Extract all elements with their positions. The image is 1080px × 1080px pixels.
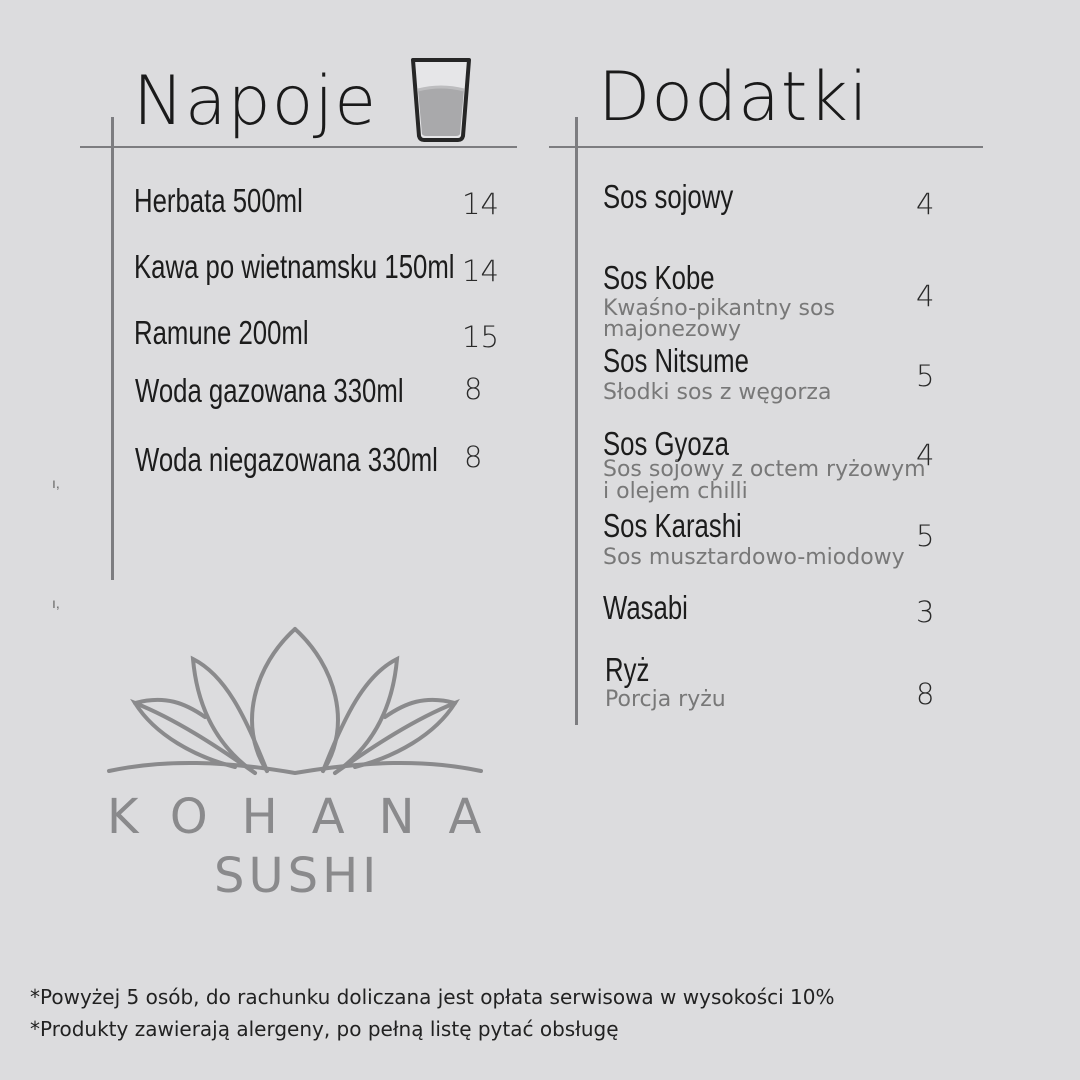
extras-item-desc: Słodki sos z węgorza xyxy=(603,380,832,405)
footer-note: *Produkty zawierają alergeny, po pełną listę pytać obsługę xyxy=(30,1017,619,1041)
drinks-item-name: Ramune 200ml xyxy=(134,314,309,351)
drinks-divider-horizontal xyxy=(80,146,517,148)
glass-icon xyxy=(409,56,473,142)
drinks-heading: Napoje xyxy=(133,62,378,141)
drinks-item-name: Kawa po wietnamsku 150ml xyxy=(134,248,455,285)
extras-item-name: Sos Gyoza xyxy=(603,425,729,462)
extras-item-price: 5 xyxy=(916,359,935,393)
drinks-item-name: Herbata 500ml xyxy=(134,182,303,219)
extras-item-desc: Sos sojowy z octem ryżowym xyxy=(603,457,926,482)
footer-note: *Powyżej 5 osób, do rachunku doliczana jest opłata serwisowa w wysokości 10% xyxy=(30,985,835,1009)
extras-divider-horizontal xyxy=(549,146,983,148)
stray-mark: ı, xyxy=(52,595,60,611)
extras-item-desc: Sos musztardowo-miodowy xyxy=(603,545,905,570)
extras-item-name: Ryż xyxy=(605,651,650,688)
extras-item-price: 4 xyxy=(916,187,935,221)
lotus-icon xyxy=(105,625,485,785)
extras-item-price: 4 xyxy=(916,438,935,472)
extras-item-desc: i olejem chilli xyxy=(603,479,748,504)
extras-divider-vertical xyxy=(575,117,578,725)
extras-item-name: Sos Karashi xyxy=(603,507,742,544)
extras-item-price: 4 xyxy=(916,279,935,313)
extras-item-name: Sos Kobe xyxy=(603,259,715,296)
drinks-divider-vertical xyxy=(111,117,114,580)
extras-item-name: Wasabi xyxy=(603,589,688,626)
brand-name: KOHANA xyxy=(107,789,516,845)
extras-item-desc: Porcja ryżu xyxy=(605,687,726,712)
drinks-item-price: 14 xyxy=(462,254,499,288)
drinks-item-price: 8 xyxy=(464,440,483,474)
drinks-item-name: Woda niegazowana 330ml xyxy=(135,441,438,478)
extras-item-price: 3 xyxy=(916,595,935,629)
drinks-item-price: 8 xyxy=(464,372,483,406)
drinks-item-price: 14 xyxy=(462,187,499,221)
extras-item-name: Sos sojowy xyxy=(603,178,734,215)
stray-mark: ı, xyxy=(52,475,60,491)
extras-heading: Dodatki xyxy=(598,58,869,137)
brand-sub: SUSHI xyxy=(214,848,381,904)
extras-item-desc: majonezowy xyxy=(603,317,741,342)
extras-item-desc: Kwaśno-pikantny sos xyxy=(603,296,835,321)
extras-item-price: 5 xyxy=(916,519,935,553)
drinks-item-price: 15 xyxy=(462,320,499,354)
drinks-item-name: Woda gazowana 330ml xyxy=(135,372,404,409)
extras-item-name: Sos Nitsume xyxy=(603,342,749,379)
extras-item-price: 8 xyxy=(916,677,935,711)
